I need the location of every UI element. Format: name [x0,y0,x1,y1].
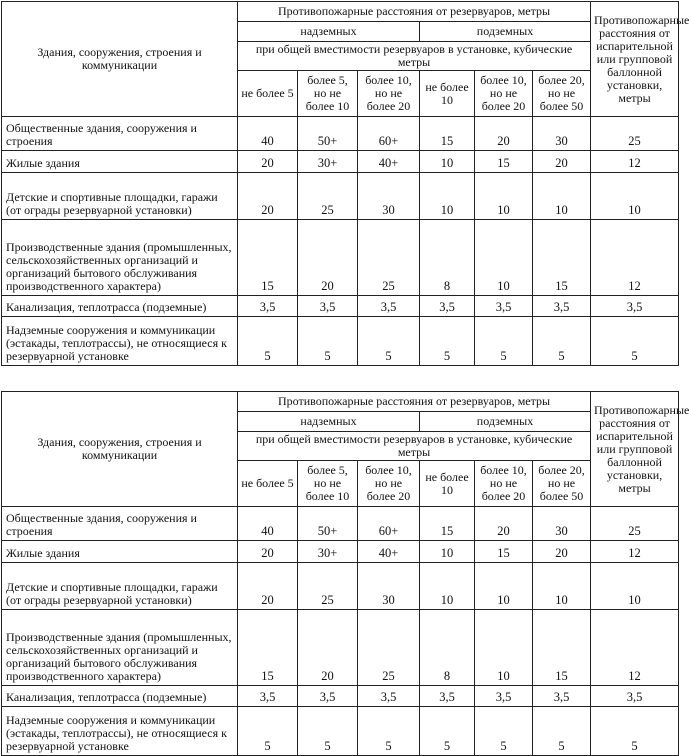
sub-header: более 20, но не более 50 [533,461,591,507]
cell: 25 [591,507,679,541]
cell: 5 [591,317,679,366]
header-volume-caption: при общей вместимости резервуаров в установке, кубические метры [238,42,591,71]
table-row [2,610,679,686]
cell: 3,5 [238,296,298,317]
cell: 10 [591,563,679,610]
sub-header: более 5, но не более 10 [298,71,358,117]
cell: 5 [475,317,533,366]
cell: 5 [420,707,475,756]
header-above: надземных [238,22,420,42]
cell: 10 [475,563,533,610]
cell: 25 [358,610,420,686]
cell: 12 [591,220,679,296]
cell: 5 [238,317,298,366]
cell: 10 [475,173,533,220]
cell: 10 [420,151,475,173]
row-label: Общественные здания, сооружения и строения [2,117,238,151]
sub-header: более 10, но не более 20 [358,461,420,507]
cell: 3,5 [475,296,533,317]
sub-header: более 10, но не более 20 [475,461,533,507]
table-row [2,686,679,707]
row-label: Канализация, теплотрасса (подземные) [2,296,238,317]
table-row [2,541,679,563]
cell: 3,5 [533,296,591,317]
cell: 15 [475,151,533,173]
table-row [2,220,679,296]
header-group-title: Противопожарные расстояния от резервуаров, метры [238,392,591,412]
fire-distance-table-bottom [1,391,689,756]
cell: 10 [475,610,533,686]
cell: 20 [238,541,298,563]
cell: 20 [475,117,533,151]
cell: 5 [533,317,591,366]
cell: 20 [475,507,533,541]
cell: 20 [533,541,591,563]
sub-header: более 10, но не более 20 [475,71,533,117]
cell: 3,5 [358,296,420,317]
cell: 12 [591,541,679,563]
cell: 25 [358,220,420,296]
cell: 15 [238,610,298,686]
cell: 20 [238,151,298,173]
header-last-col: Противопожарные расстояния от испарительной или групповой баллонной установки, метры [591,2,679,117]
header-buildings: Здания, сооружения, строения и коммуникации [2,392,238,507]
cell: 10 [533,173,591,220]
cell: 15 [420,507,475,541]
cell: 10 [420,541,475,563]
cell: 5 [475,707,533,756]
cell: 30 [358,563,420,610]
header-underground: подземных [420,412,591,432]
cell: 8 [420,610,475,686]
sub-header: более 5, но не более 10 [298,461,358,507]
cell: 15 [533,610,591,686]
cell: 30+ [298,541,358,563]
cell: 20 [238,173,298,220]
table-row [2,707,679,756]
cell: 5 [591,707,679,756]
cell: 3,5 [298,296,358,317]
cell: 3,5 [591,296,679,317]
sub-header: не более 5 [238,71,298,117]
cell: 30 [358,173,420,220]
sub-header: не более 5 [238,461,298,507]
sub-header: не более 10 [420,71,475,117]
fire-distance-table-top [1,1,689,366]
row-label: Жилые здания [2,151,238,173]
cell: 5 [358,317,420,366]
cell: 15 [238,220,298,296]
cell: 20 [298,610,358,686]
table-row [2,507,679,541]
cell: 30 [533,117,591,151]
cell: 3,5 [238,686,298,707]
cell: 5 [298,707,358,756]
cell: 20 [533,151,591,173]
cell: 10 [420,563,475,610]
cell: 5 [533,707,591,756]
cell: 60+ [358,507,420,541]
cell: 40 [238,507,298,541]
cell: 40+ [358,541,420,563]
header-buildings: Здания, сооружения, строения и коммуникации [2,2,238,117]
row-label: Общественные здания, сооружения и строения [2,507,238,541]
cell: 12 [591,610,679,686]
row-label: Производственные здания (промышленных, сельскохозяйственных организаций и организаций бытового обслуживания производственного характера) [2,220,238,296]
sub-header: более 20, но не более 50 [533,71,591,117]
cell: 50+ [298,507,358,541]
row-label: Детские и спортивные площадки, гаражи (от ограды резервуарной установки) [2,563,238,610]
cell: 3,5 [420,296,475,317]
row-label: Детские и спортивные площадки, гаражи (от ограды резервуарной установки) [2,173,238,220]
cell: 30 [533,507,591,541]
cell: 30+ [298,151,358,173]
cell: 3,5 [358,686,420,707]
header-group-title: Противопожарные расстояния от резервуаров, метры [238,2,591,22]
row-label: Жилые здания [2,541,238,563]
header-volume-caption: при общей вместимости резервуаров в установке, кубические метры [238,432,591,461]
row-label: Надземные сооружения и коммуникации (эстакады, теплотрассы), не относящиеся к резервуарной установке [2,707,238,756]
cell: 20 [298,220,358,296]
cell: 10 [420,173,475,220]
cell: 15 [533,220,591,296]
cell: 10 [533,563,591,610]
sub-header: не более 10 [420,461,475,507]
cell: 3,5 [475,686,533,707]
cell: 5 [298,317,358,366]
cell: 25 [298,173,358,220]
cell: 10 [591,173,679,220]
row-label: Надземные сооружения и коммуникации (эстакады, теплотрассы), не относящиеся к резервуарной установке [2,317,238,366]
cell: 20 [238,563,298,610]
row-label: Производственные здания (промышленных, сельскохозяйственных организаций и организаций бытового обслуживания производственного характера) [2,610,238,686]
cell: 15 [475,541,533,563]
row-label: Канализация, теплотрасса (подземные) [2,686,238,707]
cell: 12 [591,151,679,173]
header-underground: подземных [420,22,591,42]
header-above: надземных [238,412,420,432]
cell: 15 [420,117,475,151]
table-row [2,117,679,151]
cell: 5 [238,707,298,756]
cell: 50+ [298,117,358,151]
cell: 25 [298,563,358,610]
table-row [2,296,679,317]
cell: 3,5 [298,686,358,707]
cell: 8 [420,220,475,296]
cell: 3,5 [591,686,679,707]
cell: 5 [420,317,475,366]
cell: 40+ [358,151,420,173]
table-row [2,173,679,220]
table-row [2,563,679,610]
sub-header: более 10, но не более 20 [358,71,420,117]
cell: 3,5 [533,686,591,707]
cell: 5 [358,707,420,756]
cell: 10 [475,220,533,296]
table-row [2,317,679,366]
cell: 60+ [358,117,420,151]
header-last-col: Противопожарные расстояния от испарительной или групповой баллонной установки, метры [591,392,679,507]
cell: 3,5 [420,686,475,707]
cell: 40 [238,117,298,151]
table-row [2,151,679,173]
cell: 25 [591,117,679,151]
